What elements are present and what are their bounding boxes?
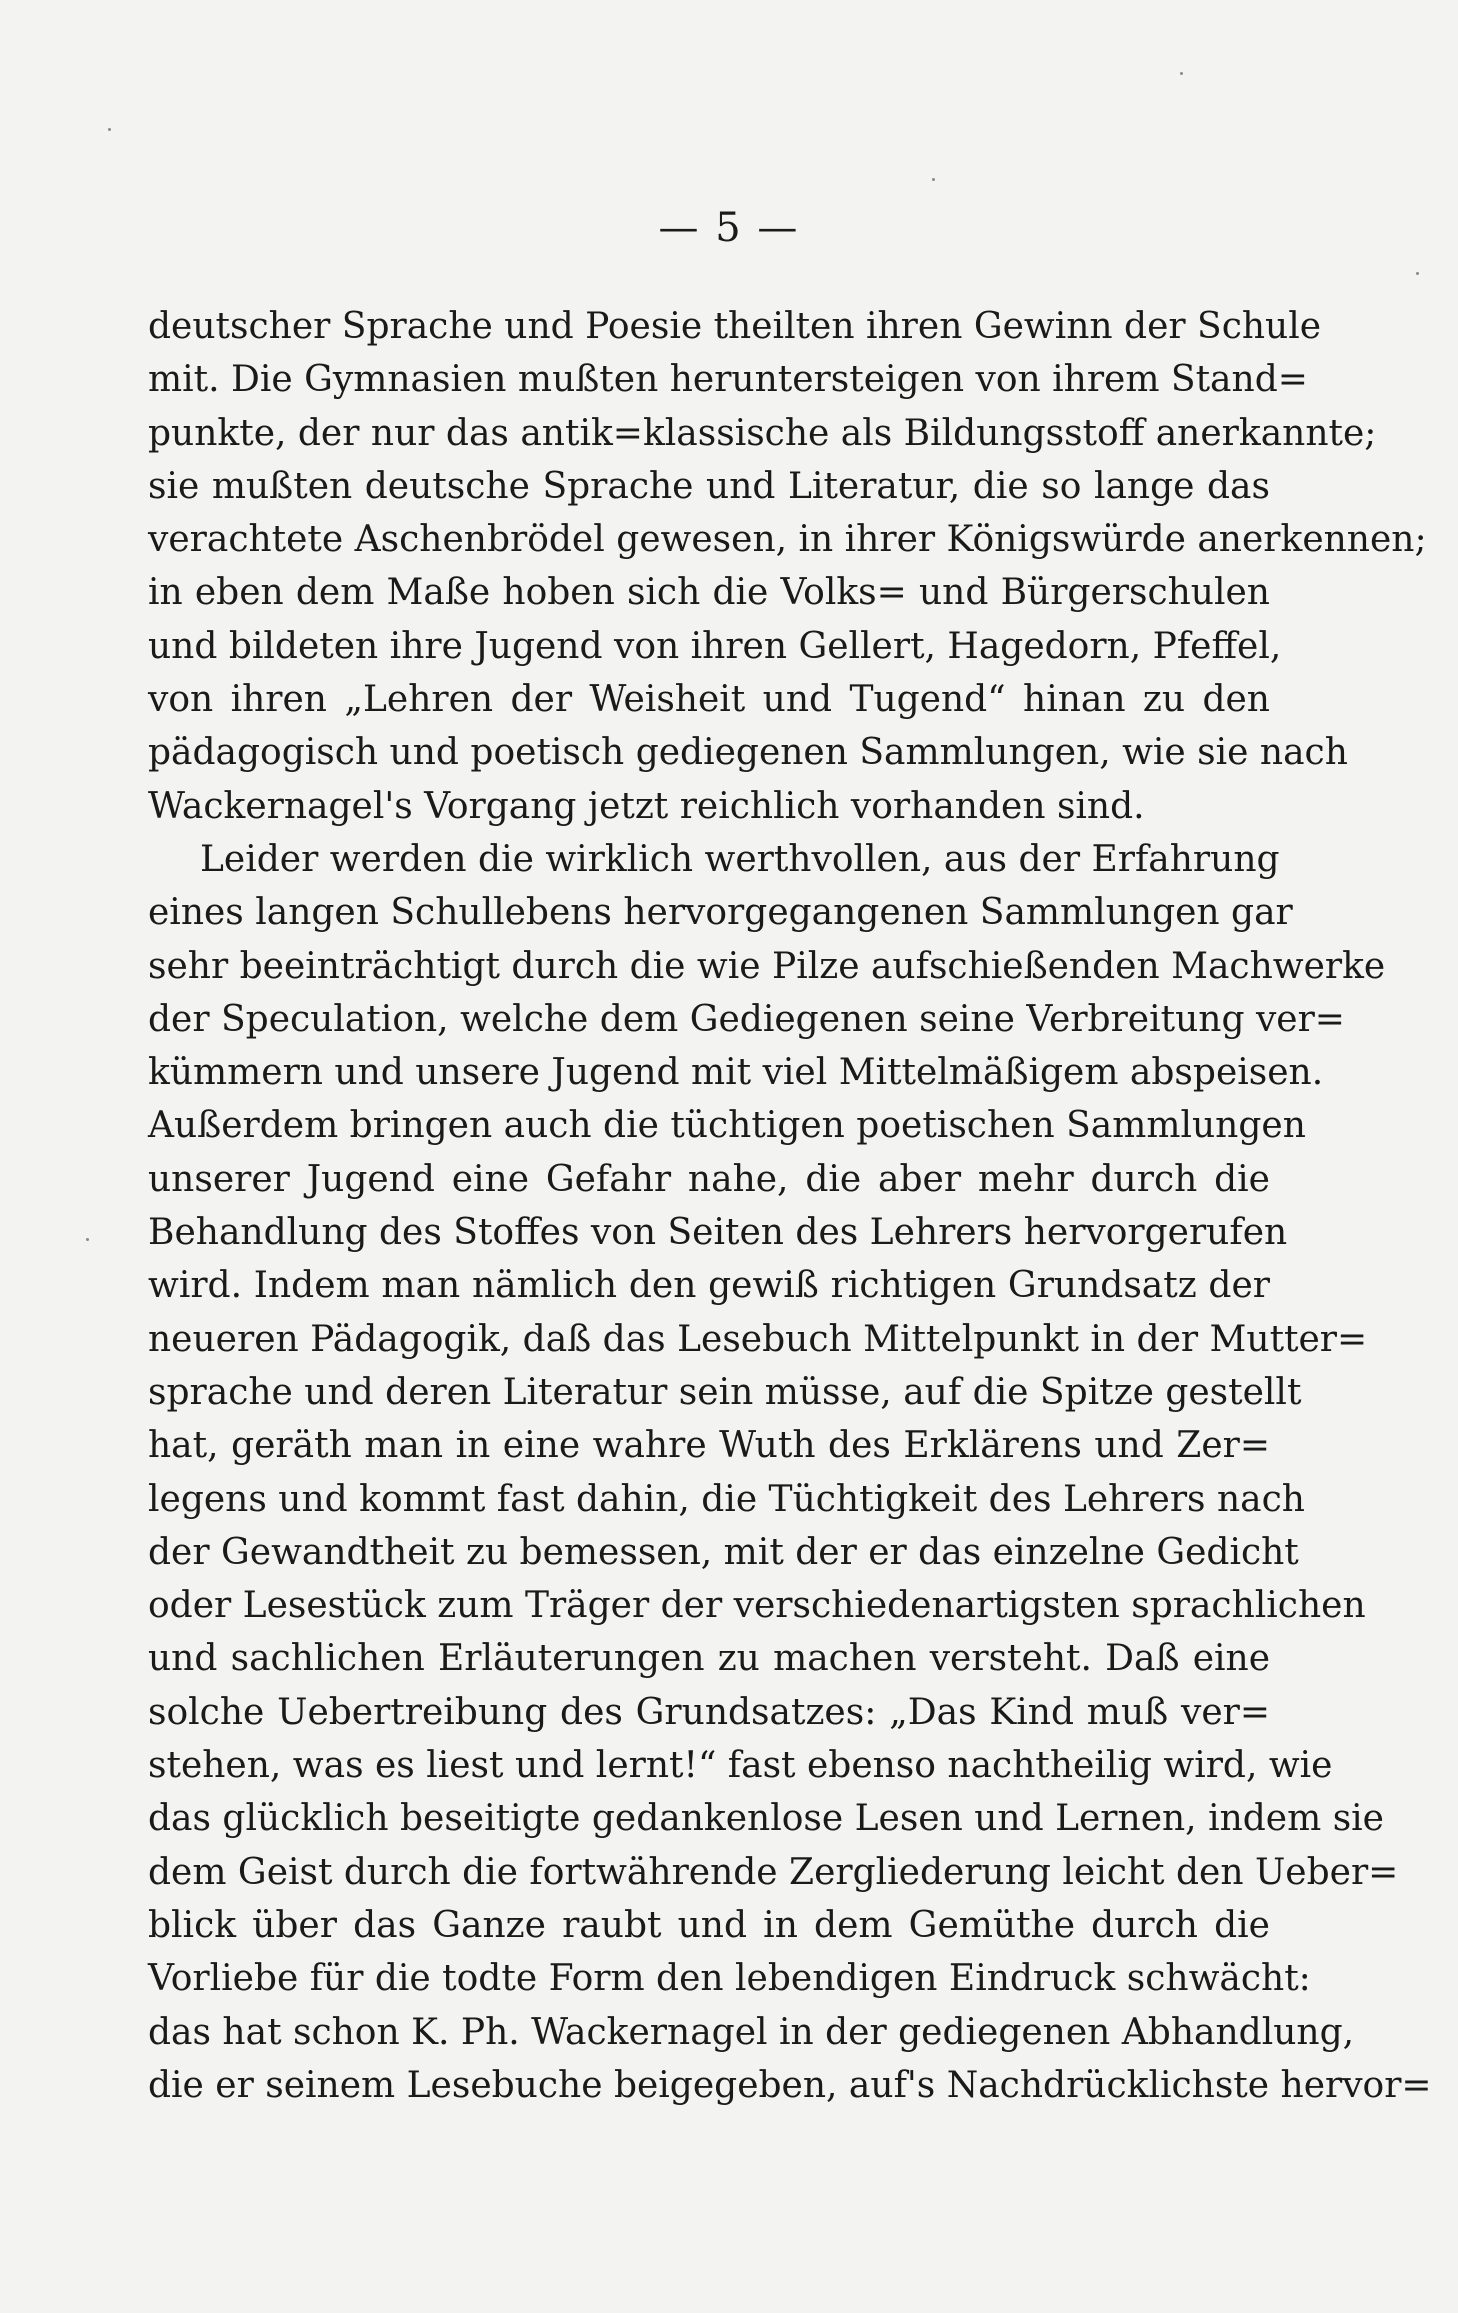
text-line: oder Lesestück zum Träger der verschiedenartigsten sprachlichen bbox=[148, 1585, 1366, 1627]
text-line: und bildeten ihre Jugend von ihren Gellert, Hagedorn, Pfeffel, bbox=[148, 625, 1282, 667]
text-line: solche Uebertreibung des Grundsatzes: „Das Kind muß ver= bbox=[148, 1691, 1270, 1733]
text-line: Behandlung des Stoffes von Seiten des Lehrers hervorgerufen bbox=[148, 1212, 1288, 1254]
text-line: das glücklich beseitigte gedankenlose Lesen und Lernen, indem sie bbox=[148, 1798, 1384, 1840]
text-line: der Gewandtheit zu bemessen, mit der er das einzelne Gedicht bbox=[148, 1531, 1299, 1573]
page-number: — 5 — bbox=[658, 205, 800, 251]
paper-speck bbox=[1180, 72, 1183, 75]
text-line: Außerdem bringen auch die tüchtigen poetischen Sammlungen bbox=[148, 1105, 1306, 1147]
text-line: unserer Jugend eine Gefahr nahe, die aber mehr durch die bbox=[148, 1158, 1270, 1200]
text-line: legens und kommt fast dahin, die Tüchtigkeit des Lehrers nach bbox=[148, 1478, 1305, 1520]
text-line: hat, geräth man in eine wahre Wuth des Erklärens und Zer= bbox=[148, 1425, 1270, 1467]
text-line: sprache und deren Literatur sein müsse, auf die Spitze gestellt bbox=[148, 1371, 1302, 1413]
text-line: sie mußten deutsche Sprache und Literatur, die so lange das bbox=[148, 465, 1270, 507]
text-line: verachtete Aschenbrödel gewesen, in ihrer Königswürde anerkennen; bbox=[148, 519, 1427, 561]
paper-speck bbox=[932, 178, 935, 181]
text-line: neueren Pädagogik, daß das Lesebuch Mittelpunkt in der Mutter= bbox=[148, 1318, 1368, 1360]
text-line: deutscher Sprache und Poesie theilten ihren Gewinn der Schule bbox=[148, 306, 1322, 347]
text-line: dem Geist durch die fortwährende Zergliederung leicht den Ueber= bbox=[148, 1851, 1399, 1893]
text-line: wird. Indem man nämlich den gewiß richtigen Grundsatz der bbox=[148, 1265, 1270, 1307]
text-line: das hat schon K. Ph. Wackernagel in der gediegenen Abhandlung, bbox=[148, 2011, 1355, 2053]
text-line: stehen, was es liest und lernt!“ fast ebenso nachtheilig wird, wie bbox=[148, 1745, 1333, 1787]
paper-speck bbox=[1416, 272, 1419, 275]
text-line: Vorliebe für die todte Form den lebendigen Eindruck schwächt: bbox=[148, 1958, 1311, 2000]
text-line: eines langen Schullebens hervorgegangenen Sammlungen gar bbox=[148, 892, 1293, 934]
text-line: punkte, der nur das antik=klassische als Bildungsstoff anerkannte; bbox=[148, 412, 1377, 454]
text-line: blick über das Ganze raubt und in dem Gemüthe durch die bbox=[148, 1904, 1270, 1946]
text-line: Leider werden die wirklich werthvollen, aus der Erfahrung bbox=[200, 838, 1280, 880]
text-line: pädagogisch und poetisch gediegenen Sammlungen, wie sie nach bbox=[148, 732, 1348, 774]
text-line: mit. Die Gymnasien mußten heruntersteigen von ihrem Stand= bbox=[148, 359, 1308, 401]
body-text bbox=[148, 300, 1432, 2112]
text-line: in eben dem Maße hoben sich die Volks= und Bürgerschulen bbox=[148, 572, 1270, 614]
paper-speck bbox=[108, 128, 111, 131]
paper-speck bbox=[86, 1238, 89, 1241]
text-line: kümmern und unsere Jugend mit viel Mittelmäßigem abspeisen. bbox=[148, 1052, 1324, 1094]
text-line: und sachlichen Erläuterungen zu machen versteht. Daß eine bbox=[148, 1638, 1270, 1680]
text-line: Wackernagel's Vorgang jetzt reichlich vorhanden sind. bbox=[148, 785, 1145, 827]
text-line: sehr beeinträchtigt durch die wie Pilze aufschießenden Machwerke bbox=[148, 945, 1386, 987]
text-line: die er seinem Lesebuche beigegeben, auf's Nachdrücklichste hervor= bbox=[148, 2064, 1432, 2106]
text-line: der Speculation, welche dem Gediegenen seine Verbreitung ver= bbox=[148, 998, 1345, 1040]
text-line: von ihren „Lehren der Weisheit und Tugend“ hinan zu den bbox=[148, 679, 1270, 721]
